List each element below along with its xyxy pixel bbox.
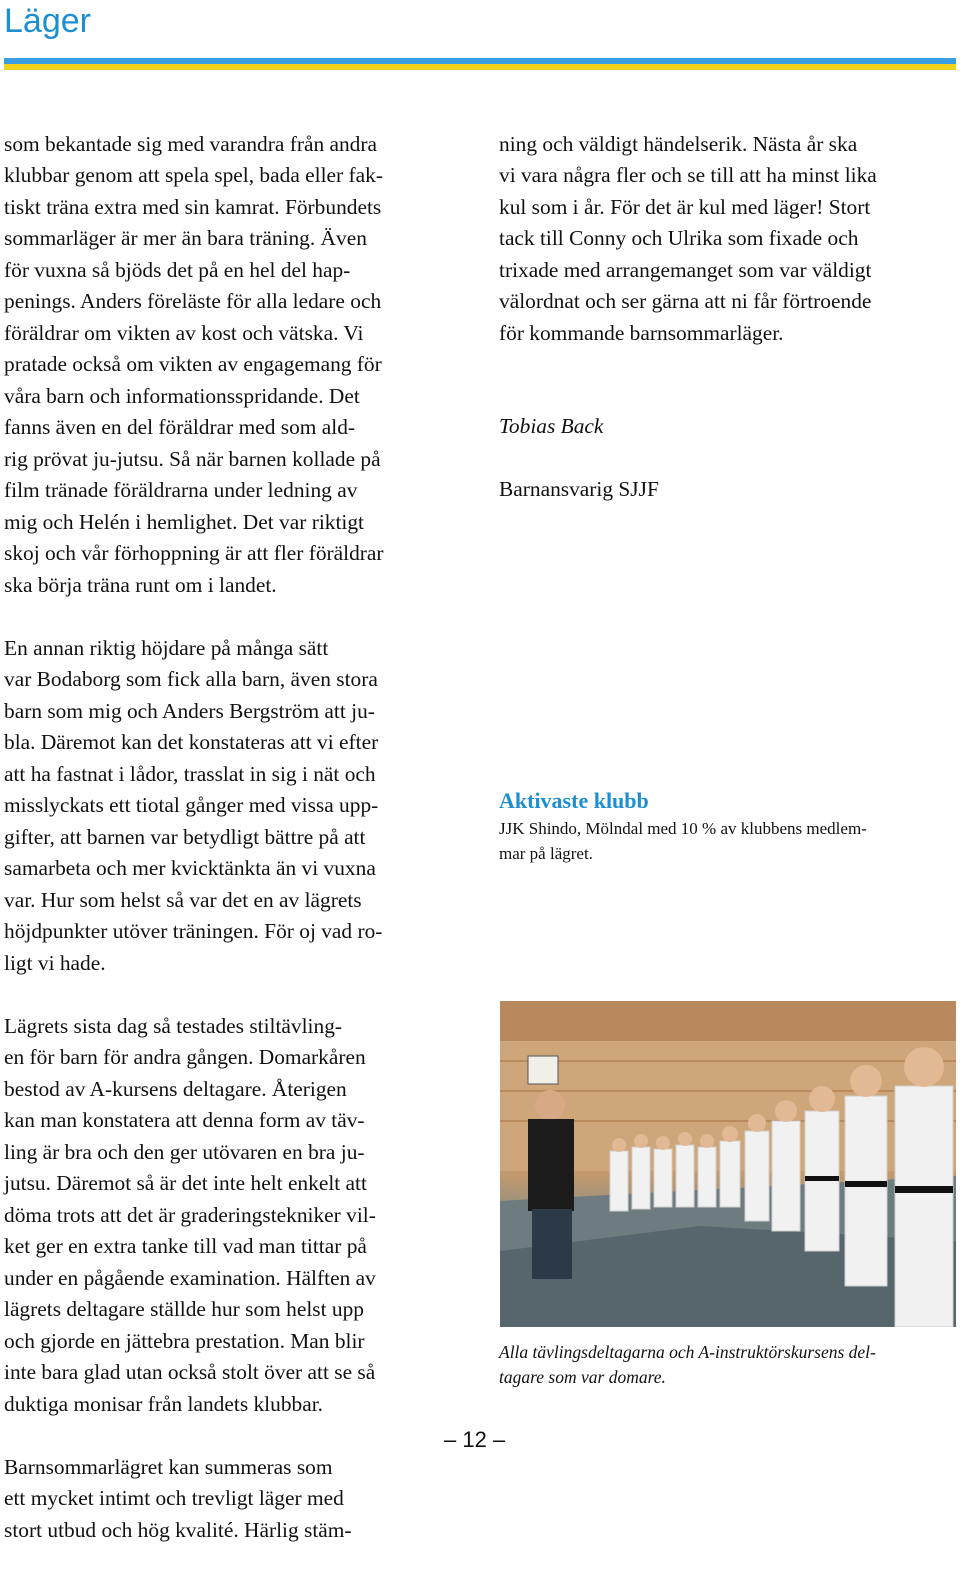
header-divider [4,58,956,70]
section-title: Läger [4,2,91,40]
paragraph: En annan riktig höjdare på många sätt var Bodaborg som fick alla barn, även stora barn som mig och Anders Bergström att ju- bla. Däremot kan det konstateras att vi efter att ha fastnat i lådor, trasslat in sig i nät och misslyckats ett tiotal gånger med vissa upp- gifter, att barnen var betydligt bättre på att samarbeta och mer kvicktänkta än vi vuxna var. Hur som helst så var det en av lägrets höjdpunkter utöver träningen. För oj vad ro- ligt vi hade. [4,635,383,975]
author-name: Tobias Back [499,413,604,438]
group-photo [500,1001,956,1327]
paragraph: Lägrets sista dag så testades stiltävling- en för barn för andra gången. Domarkåren bestod av A-kursens deltagare. Återigen kan man konstatera att denna form av täv- ling är bra och den ger utövaren en bra ju- jutsu. Däremot så är det inte helt enkelt att döma trots att det är graderingstekniker vil- ket ger en extra tanke till vad man tittar på under en pågående examination. Hälften av lägrets deltagare ställde hur som helst upp och gjorde en jättebra prestation. Man blir inte bara glad utan också stolt över att se så duktiga monisar från landets klubbar. [4,1013,376,1416]
info-box-text: JJK Shindo, Mölndal med 10 % av klubbens medlem- mar på lägret. [499,819,867,863]
info-box-heading: Aktivaste klubb [499,788,649,813]
left-column [4,97,466,1578]
author-role: Barnansvarig SJJF [499,476,659,501]
page-number: – 12 – [444,1427,506,1452]
paragraph: Barnsommarlägret kan summeras som ett mycket intimt och trevligt läger med stort utbud och hög kvalité. Härlig stäm- [4,1454,352,1542]
paragraph: ning och väldigt händelserik. Nästa år ska vi vara några fler och se till att ha minst lika kul som i år. För det är kul med läger! Stort tack till Conny och Ulrika som fixade och trixade med arrangemanget som var väldigt välordnat och ser gärna att ni får förtroende för kommande barnsommarläger. [499,131,877,345]
right-column [499,97,960,537]
photo-caption: Alla tävlingsdeltagarna och A-instruktörskursens del- tagare som var domare. [499,1342,876,1387]
paragraph: som bekantade sig med varandra från andra klubbar genom att spela spel, bada eller fak- tiskt träna extra med sin kamrat. Förbundets sommarläger är mer än bara träning. Även för vuxna så bjöds det på en hel del hap- penings. Anders föreläste för alla ledare och föräldrar om vikten av kost och vätska. Vi pratade också om vikten av engagemang för våra barn och informationsspridande. Det fanns även en del föräldrar med som ald- rig prövat ju-jutsu. Så när barnen kollade på film tränade föräldrarna under ledning av mig och Helén i hemlighet. Det var riktigt skoj och vår förhoppning är att fler föräldrar ska börja träna runt om i landet. [4,131,384,597]
